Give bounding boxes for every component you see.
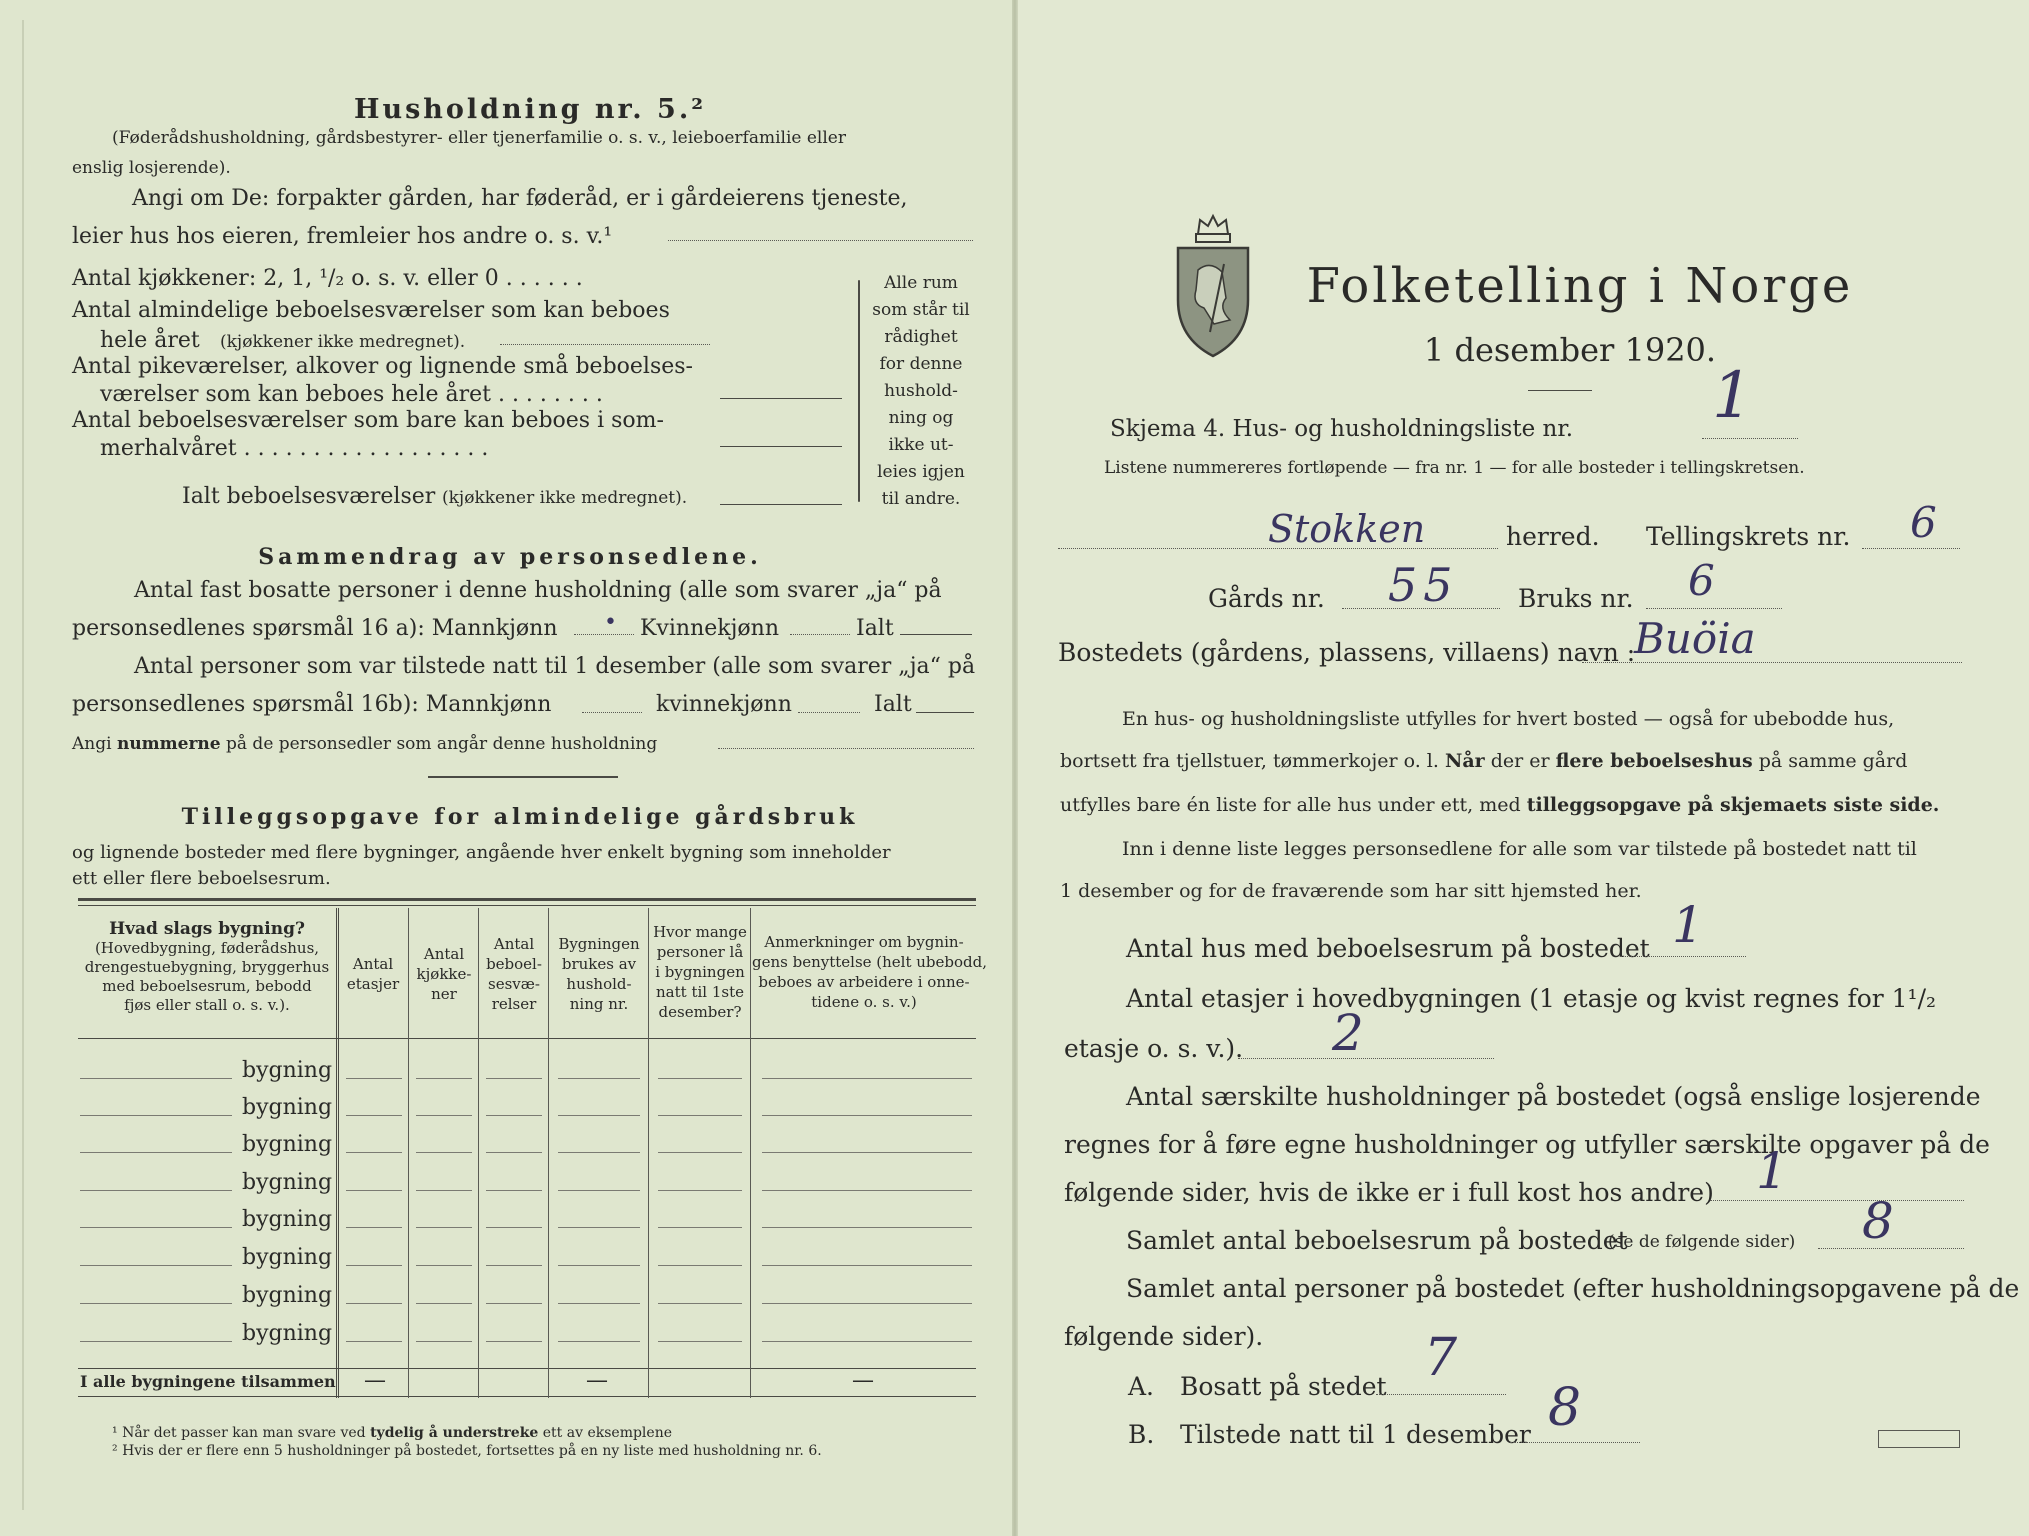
header-line: Antal	[493, 935, 535, 953]
table-cell-line	[658, 1341, 742, 1342]
household-subtitle-2: enslig losjerende).	[72, 158, 231, 178]
table-cell-line	[80, 1341, 232, 1342]
footnote-2: ² Hvis der er flere enn 5 husholdninger på bostedet, fortsettes på en ny liste med husholdning nr. 6.	[112, 1443, 822, 1459]
table-top-rule	[78, 898, 976, 901]
header-line: Antal	[423, 945, 465, 963]
header-line: personer lå	[656, 943, 744, 961]
table-cell-line	[558, 1341, 640, 1342]
para2-line-2: 1 desember og for de fraværende som har sitt hjemsted her.	[1060, 880, 1642, 902]
summary-title: Sammendrag av personsedlene.	[258, 544, 762, 570]
page-edge	[22, 20, 24, 1510]
header-line: tidene o. s. v.)	[811, 993, 917, 1011]
summer-rooms-line-2: merhalvåret . . . . . . . . . . . . . . . . . .	[100, 436, 489, 461]
b-line	[1510, 1442, 1640, 1443]
floors-line	[1238, 1058, 1494, 1059]
floors-line-1: Antal etasjer i hovedbygningen (1 etasje og kvist regnes for 1¹/₂	[1126, 984, 1937, 1013]
floors-value: 2	[1332, 1004, 1364, 1062]
table-row-label: bygning	[242, 1132, 333, 1157]
header-line: natt til 1ste	[656, 983, 744, 1001]
table-col-line	[478, 908, 479, 1398]
table-cell-line	[416, 1115, 472, 1116]
header-line: ner	[431, 985, 457, 1003]
list-nr-value: 1	[1712, 359, 1753, 433]
table-cell-line	[346, 1190, 402, 1191]
tillegg-line-2: ett eller flere beboelsesrum.	[72, 868, 331, 889]
header-persons	[650, 922, 750, 1022]
female2-answer-line	[798, 712, 860, 713]
table-cell-line	[658, 1078, 742, 1079]
header-line: ning nr.	[569, 995, 629, 1013]
header-line: Hvad slags bygning?	[109, 919, 305, 939]
header-line: desember?	[658, 1003, 742, 1021]
table-cell-line	[486, 1078, 542, 1079]
rooms-line-2b: (kjøkkener ikke medregnet).	[220, 332, 466, 352]
bruks-line	[1646, 608, 1782, 609]
summary-total-label: Ialt	[856, 616, 894, 641]
table-cell-line	[486, 1341, 542, 1342]
table-col-line	[648, 908, 649, 1398]
female-answer-line	[790, 634, 850, 635]
kitchens-label: Antal kjøkkener: 2, 1, ¹/₂ o. s. v. eller 0 . . . . . .	[72, 266, 583, 291]
tillegg-title: Tilleggsopgave for almindelige gårdsbruk	[181, 804, 859, 830]
table-cell-line	[416, 1078, 472, 1079]
para1-2b: Når	[1444, 750, 1485, 772]
printer-stamp	[1878, 1430, 1960, 1448]
table-bottom-rule	[78, 1396, 976, 1397]
male2-answer-line	[582, 712, 642, 713]
header-line: etasjer	[346, 975, 400, 993]
total-dash: —	[852, 1368, 874, 1393]
para1-line-1: En hus- og husholdningsliste utfylles for hvert bosted — også for ubebodde hus,	[1122, 708, 1895, 730]
header-line: Antal	[352, 955, 394, 973]
header-line: Anmerkninger om bygnin-	[764, 933, 964, 951]
summary-line-5	[72, 736, 657, 753]
table-row-label: bygning	[242, 1321, 333, 1346]
header-line: gens benyttelse (helt ubebodd,	[752, 953, 988, 971]
footnote-1c: ett av eksemplene	[538, 1425, 672, 1441]
total-rooms-label: Ialt beboelsesværelser	[182, 484, 436, 509]
table-cell-line	[558, 1303, 640, 1304]
a-line	[1376, 1394, 1506, 1395]
table-row-label: bygning	[242, 1207, 333, 1232]
summary-female-label: Kvinnekjønn	[640, 616, 779, 641]
table-row-label: bygning	[242, 1283, 333, 1308]
household-subtitle-1: (Føderådshusholdning, gårdsbestyrer- eller tjenerfamilie o. s. v., leieboerfamilie eller	[112, 128, 846, 148]
table-cell-line	[658, 1190, 742, 1191]
male-answer: •	[604, 610, 617, 635]
table-cell-line	[762, 1303, 972, 1304]
total-rooms-note: (se de følgende sider)	[1608, 1232, 1796, 1252]
table-cell-line	[762, 1227, 972, 1228]
table-cell-line	[346, 1341, 402, 1342]
floors-line-2: etasje o. s. v.).	[1064, 1034, 1244, 1063]
header-remarks	[752, 932, 988, 1012]
header-line: i bygningen	[655, 963, 745, 981]
header-line: (Hovedbygning, føderådshus,	[94, 939, 320, 957]
summary-line-5b: nummerne	[116, 734, 221, 754]
tillegg-line-1: og lignende bosteder med flere bygninger, angående hver enkelt bygning som inneholder	[72, 842, 891, 863]
header-line: hushold-	[566, 975, 632, 993]
rooms-line-1: Antal almindelige beboelsesværelser som kan beboes	[72, 298, 670, 323]
table-cell-line	[558, 1115, 640, 1116]
header-line: kjøkke-	[416, 965, 472, 983]
brace-note-line: ning og	[888, 408, 954, 428]
table-cell-line	[486, 1190, 542, 1191]
header-line: sesvæ-	[488, 975, 540, 993]
table-cell-line	[486, 1115, 542, 1116]
small-rooms-line-1: Antal pikeværelser, alkover og lignende små beboelses-	[72, 354, 693, 379]
header-line: med beboelsesrum, bebodd	[102, 977, 312, 995]
divider	[428, 776, 618, 778]
table-cell-line	[346, 1227, 402, 1228]
small-rooms-answer-line	[720, 398, 842, 399]
summer-rooms-line-1: Antal beboelsesværelser som bare kan beboes i som-	[72, 408, 664, 433]
para2-line-1: Inn i denne liste legges personsedlene for alle som var tilstede på bostedet natt til	[1122, 838, 1917, 860]
herred-value: Stokken	[1268, 507, 1426, 551]
summer-answer-line	[720, 446, 842, 447]
gards-value: 55	[1388, 558, 1459, 612]
footnote-1a: ¹ Når det passer kan man svare ved	[112, 1425, 371, 1441]
summary-total-label-2: Ialt	[874, 692, 912, 717]
table-cell-line	[558, 1265, 640, 1266]
tellingskrets-value: 6	[1910, 498, 1937, 547]
tellingskrets-line	[1862, 548, 1960, 549]
brace-note-line: Alle rum	[884, 273, 958, 293]
a-value: 7	[1424, 1328, 1458, 1388]
page-fold	[1012, 0, 1018, 1536]
rooms-line-2: hele året	[100, 328, 200, 353]
angi-line-1: Angi om De: forpakter gården, har føderåd, er i gårdeierens tjeneste,	[132, 186, 908, 211]
houses-label: Antal hus med beboelsesrum på bostedet	[1126, 934, 1650, 963]
para1-2a: bortsett fra tjellstuer, tømmerkojer o. l.	[1060, 750, 1445, 772]
table-cell-line	[762, 1190, 972, 1191]
brace-note-line: som står til	[872, 300, 970, 320]
b-text: Tilstede natt til 1 desember	[1180, 1420, 1531, 1449]
table-cell-line	[658, 1152, 742, 1153]
summary-line-1: Antal fast bosatte personer i denne husholdning (alle som svarer „ja“ på	[134, 578, 942, 603]
brace-note-line: leies igjen	[877, 462, 965, 482]
table-cell-line	[558, 1190, 640, 1191]
table-cell-line	[486, 1227, 542, 1228]
total-rooms-label-b: (kjøkkener ikke medregnet).	[442, 488, 688, 508]
table-cell-line	[762, 1115, 972, 1116]
list-nr-line	[1702, 438, 1798, 439]
summary-line-2: personsedlenes spørsmål 16 a): Mannkjønn	[72, 616, 558, 641]
table-cell-line	[762, 1265, 972, 1266]
brace-note	[866, 270, 976, 513]
table-top-rule-2	[78, 905, 976, 906]
para1-line-2	[1060, 752, 1907, 771]
table-cell-line	[416, 1265, 472, 1266]
header-building-type	[80, 920, 334, 1015]
table-cell-line	[346, 1265, 402, 1266]
para1-line-3	[1060, 796, 1939, 815]
households-line	[1710, 1200, 1964, 1201]
census-date: 1 desember 1920.	[1423, 331, 1717, 369]
header-rooms	[480, 934, 548, 1014]
bruks-label: Bruks nr.	[1518, 584, 1634, 613]
para1-3b: tilleggsopgave på skjemaets siste side.	[1526, 794, 1940, 816]
total-answer-line	[900, 634, 972, 635]
table-col-line	[750, 908, 751, 1398]
table-cell-line	[762, 1341, 972, 1342]
table-cell-line	[658, 1227, 742, 1228]
summary-line-5c: på de personsedler som angår denne husholdning	[220, 734, 658, 754]
table-cell-line	[486, 1303, 542, 1304]
bosted-label: Bostedets (gårdens, plassens, villaens) navn :	[1058, 638, 1636, 667]
households-line-1: Antal særskilte husholdninger på bostedet (også enslige losjerende	[1126, 1082, 1981, 1111]
b-label: B.	[1128, 1420, 1155, 1449]
table-cell-line	[80, 1078, 232, 1079]
households-line-3: følgende sider, hvis de ikke er i full kost hos andre)	[1064, 1178, 1714, 1207]
table-total-rule	[78, 1368, 976, 1369]
gards-label: Gårds nr.	[1208, 584, 1325, 613]
table-cell-line	[416, 1303, 472, 1304]
small-rooms-line-2: værelser som kan beboes hele året . . . . . . . .	[100, 382, 603, 407]
para1-2d: flere beboelseshus	[1555, 750, 1753, 772]
brace-note-line: til andre.	[881, 489, 961, 509]
coat-of-arms-icon	[1170, 212, 1256, 362]
table-cell-line	[486, 1152, 542, 1153]
a-label: A.	[1128, 1372, 1155, 1401]
table-col-line	[548, 908, 549, 1398]
listene-note: Listene nummereres fortløpende — fra nr. 1 — for alle bosteder i tellingskretsen.	[1104, 458, 1805, 478]
header-line: drengestuebygning, bryggerhus	[84, 958, 330, 976]
summary-line-5a: Angi	[72, 734, 117, 754]
header-line: Hvor mange	[653, 923, 747, 941]
table-cell-line	[762, 1078, 972, 1079]
table-total-label: I alle bygningene tilsammen	[80, 1372, 336, 1391]
brace-note-line: hushold-	[884, 381, 958, 401]
table-cell-line	[80, 1152, 232, 1153]
brace	[858, 280, 860, 502]
table-cell-line	[416, 1190, 472, 1191]
table-cell-line	[558, 1227, 640, 1228]
table-cell-line	[558, 1152, 640, 1153]
angi-answer-line	[668, 240, 973, 241]
table-cell-line	[416, 1341, 472, 1342]
title-divider	[1528, 390, 1592, 391]
table-cell-line	[762, 1152, 972, 1153]
table-col-line	[408, 908, 409, 1398]
total-rooms-answer-line	[720, 504, 842, 505]
header-line: fjøs eller stall o. s. v.).	[124, 996, 290, 1014]
header-used-by	[550, 934, 648, 1014]
header-line: beboes av arbeidere i onne-	[758, 973, 970, 991]
brace-note-line: ikke ut-	[888, 435, 954, 455]
header-line: beboel-	[486, 955, 542, 973]
herred-label: herred.	[1506, 522, 1600, 551]
header-floors	[338, 954, 408, 994]
brace-note-line: rådighet	[884, 327, 958, 347]
rooms-answer-line	[500, 344, 710, 345]
table-cell-line	[558, 1078, 640, 1079]
table-cell-line	[80, 1115, 232, 1116]
table-cell-line	[346, 1078, 402, 1079]
skjema-label: Skjema 4. Hus- og husholdningsliste nr.	[1110, 416, 1574, 442]
table-header-rule	[78, 1038, 976, 1039]
table-cell-line	[346, 1303, 402, 1304]
angi-line-2: leier hus hos eieren, fremleier hos andre o. s. v.¹	[72, 224, 613, 249]
table-cell-line	[346, 1115, 402, 1116]
table-cell-line	[486, 1265, 542, 1266]
table-row-label: bygning	[242, 1245, 333, 1270]
houses-value: 1	[1672, 896, 1704, 954]
table-cell-line	[80, 1227, 232, 1228]
footnote-1	[112, 1426, 672, 1440]
para1-2e: på samme gård	[1752, 750, 1908, 772]
a-text: Bosatt på stedet	[1180, 1372, 1387, 1401]
header-kitchens	[410, 944, 478, 1004]
bruks-value: 6	[1688, 556, 1715, 605]
table-cell-line	[416, 1152, 472, 1153]
total2-answer-line	[916, 712, 974, 713]
summary-female-label-2: kvinnekjønn	[656, 692, 792, 717]
total-rooms-value: 8	[1862, 1192, 1894, 1250]
header-line: Bygningen	[558, 935, 640, 953]
table-cell-line	[416, 1227, 472, 1228]
table-cell-line	[658, 1115, 742, 1116]
para1-3a: utfylles bare én liste for alle hus under ett, med	[1060, 794, 1527, 816]
total-dash: —	[364, 1368, 386, 1393]
households-value: 1	[1756, 1142, 1788, 1200]
brace-note-line: for denne	[879, 354, 963, 374]
households-line-2: regnes for å føre egne husholdninger og utfyller særskilte opgaver på de	[1064, 1130, 1990, 1159]
table-cell-line	[346, 1152, 402, 1153]
table-cell-line	[80, 1303, 232, 1304]
household-title: Husholdning nr. 5.²	[353, 94, 707, 125]
summary-line-4: personsedlenes spørsmål 16b): Mannkjønn	[72, 692, 552, 717]
tellingskrets-label: Tellingskrets nr.	[1646, 522, 1851, 551]
summary-line-3: Antal personer som var tilstede natt til 1 desember (alle som svarer „ja“ på	[134, 654, 976, 679]
bosted-value: Buöia	[1634, 614, 1756, 663]
total-rooms-label-right: Samlet antal beboelsesrum på bostedet	[1126, 1226, 1628, 1255]
total-dash: —	[586, 1368, 608, 1393]
table-cell-line	[80, 1190, 232, 1191]
table-cell-line	[658, 1265, 742, 1266]
table-cell-line	[658, 1303, 742, 1304]
header-line: relser	[491, 995, 537, 1013]
total-persons-line-2: følgende sider).	[1064, 1322, 1264, 1351]
b-value: 8	[1548, 1378, 1582, 1438]
table-row-label: bygning	[242, 1170, 333, 1195]
table-row-label: bygning	[242, 1095, 333, 1120]
houses-line	[1620, 956, 1746, 957]
header-line: brukes av	[561, 955, 637, 973]
census-title: Folketelling i Norge	[1306, 258, 1854, 314]
numbers-answer-line	[718, 748, 974, 749]
table-cell-line	[80, 1265, 232, 1266]
table-row-label: bygning	[242, 1058, 333, 1083]
footnote-1b: tydelig å understreke	[370, 1425, 539, 1441]
total-persons-line-1: Samlet antal personer på bostedet (efter husholdningsopgavene på de	[1126, 1274, 2020, 1303]
para1-2c: der er	[1484, 750, 1556, 772]
